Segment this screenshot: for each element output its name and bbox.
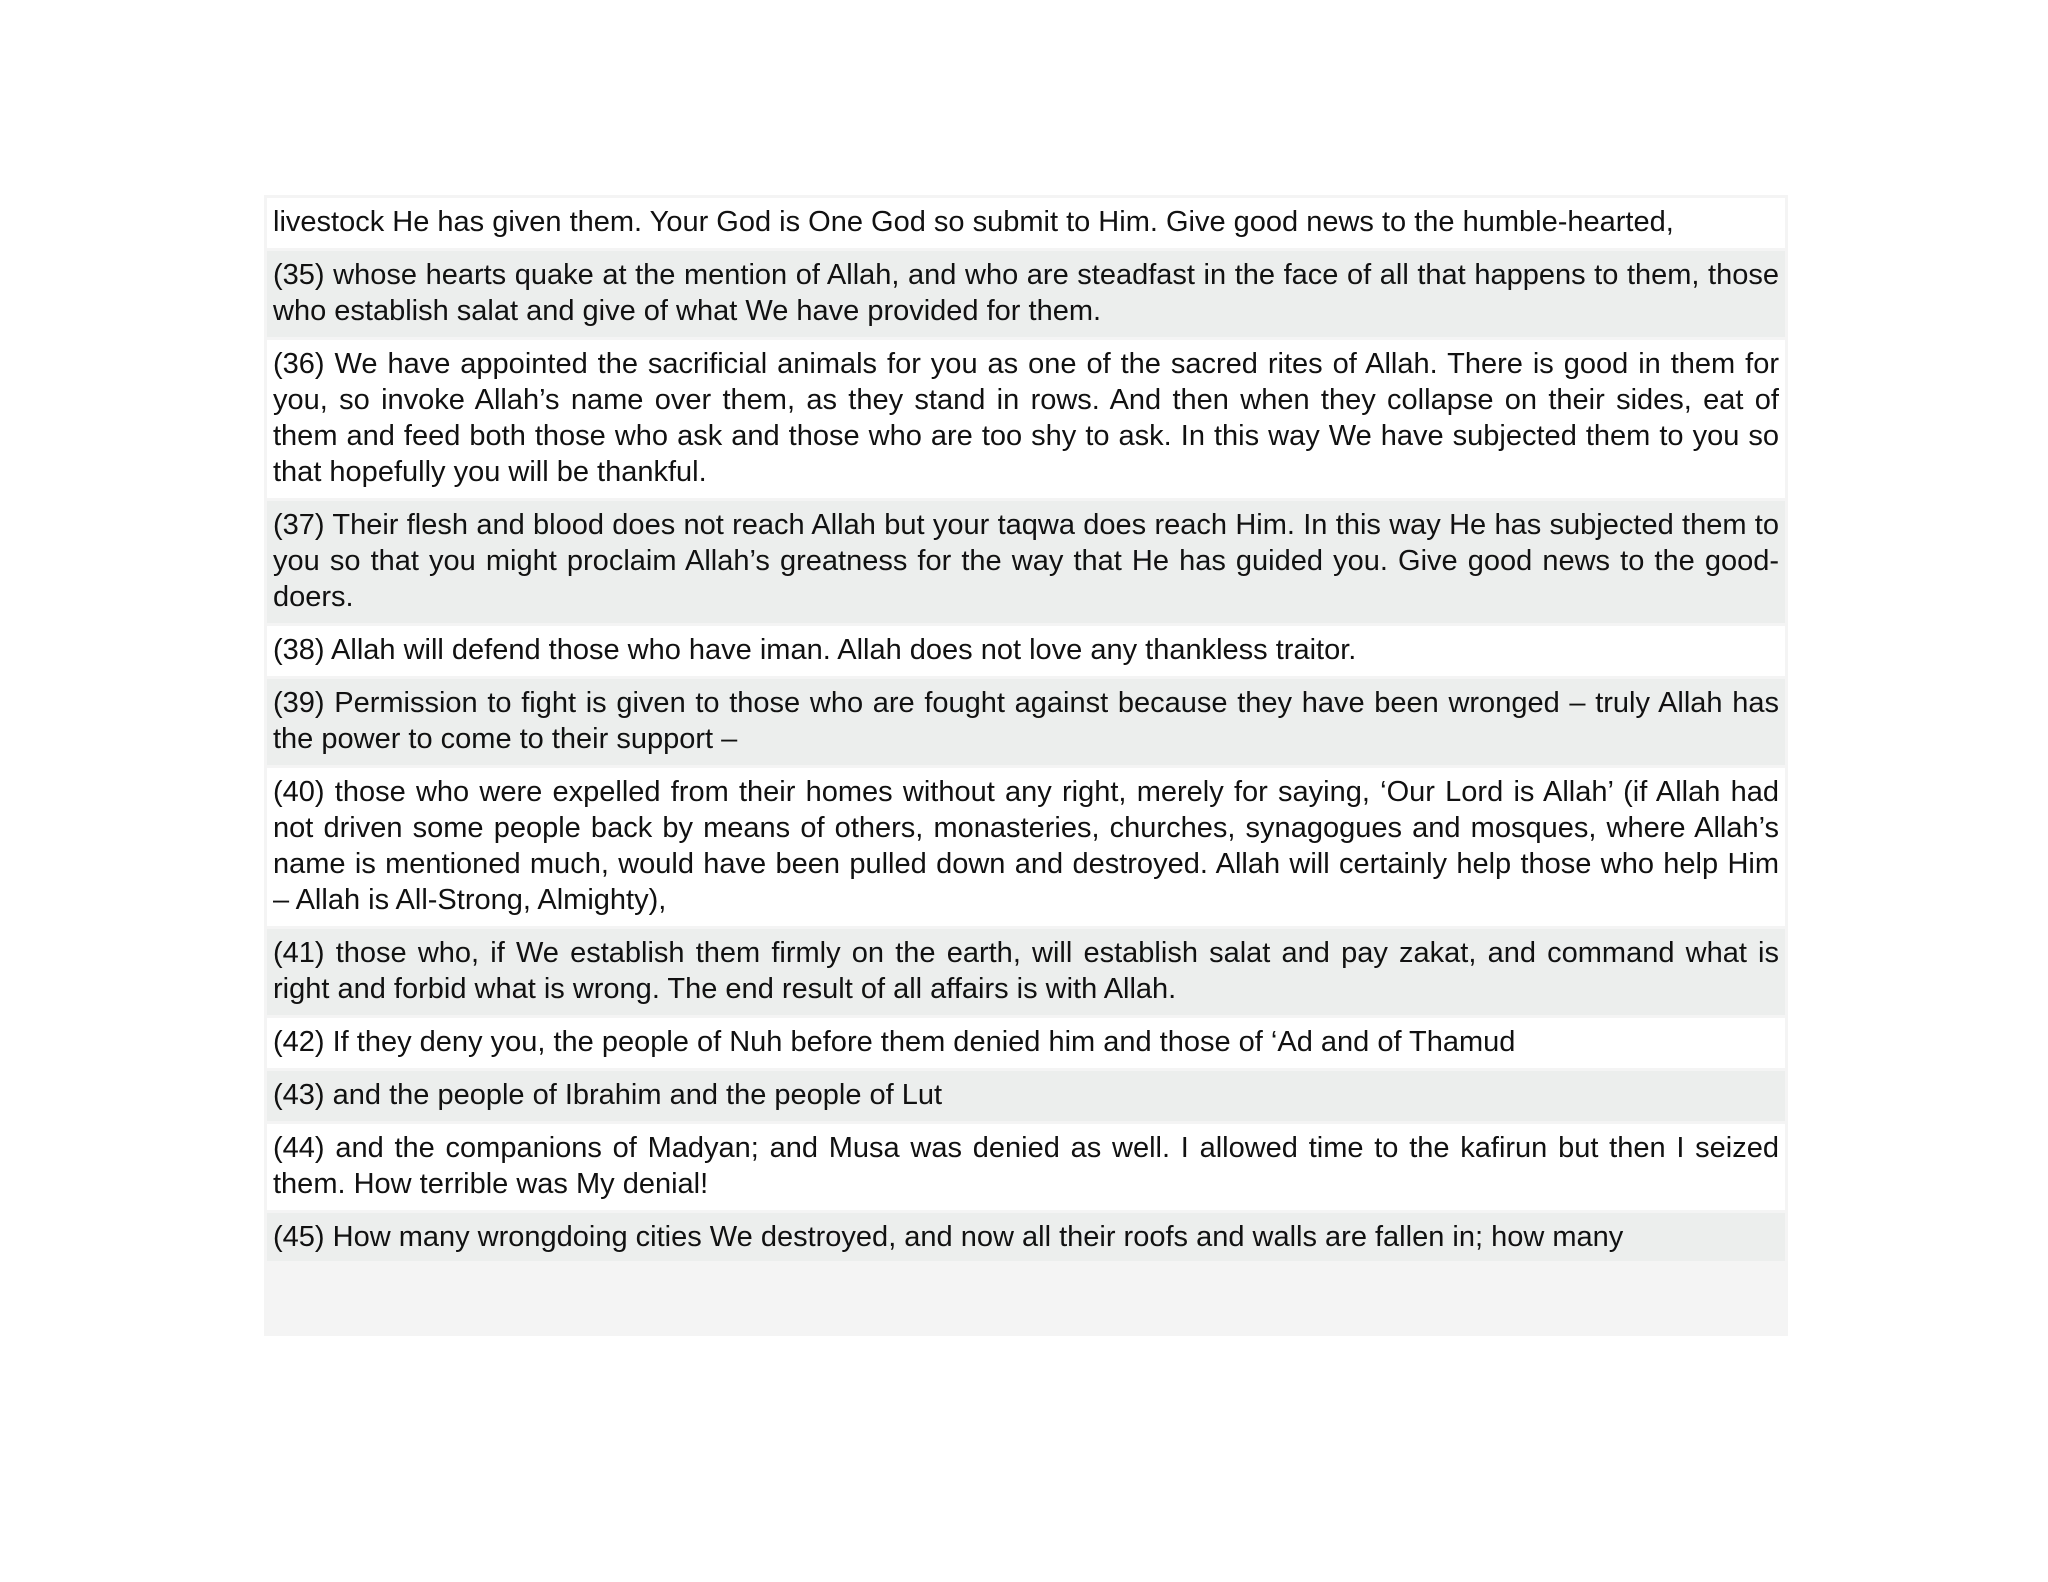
verse-row-34-cont: livestock He has given them. Your God is One God so submit to Him. Give good news to the humble-hearted, xyxy=(267,198,1785,248)
verse-row-43: (43) and the people of Ibrahim and the people of Lut xyxy=(267,1071,1785,1121)
verse-table xyxy=(264,195,1788,1336)
verse-row-41: (41) those who, if We establish them firmly on the earth, will establish salat and pay zakat, and command what is right and forbid what is wrong. The end result of all affairs is with Allah. xyxy=(267,929,1785,1015)
verse-row-36: (36) We have appointed the sacrificial animals for you as one of the sacred rites of Allah. There is good in them for you, so invoke Allah’s name over them, as they stand in rows. And then when they collapse on their sides, eat of them and feed both those who ask and those who are too shy to ask. In this way We have subjected them to you so that hopefully you will be thankful. xyxy=(267,340,1785,498)
verse-row-45: (45) How many wrongdoing cities We destroyed, and now all their roofs and walls are fallen in; how many xyxy=(267,1213,1785,1261)
verse-row-42: (42) If they deny you, the people of Nuh before them denied him and those of ‘Ad and of Thamud xyxy=(267,1018,1785,1068)
verse-row-44: (44) and the companions of Madyan; and Musa was denied as well. I allowed time to the kafirun but then I seized them. How terrible was My denial! xyxy=(267,1124,1785,1210)
verse-row-39: (39) Permission to fight is given to those who are fought against because they have been wronged – truly Allah has the power to come to their support – xyxy=(267,679,1785,765)
verse-row-38: (38) Allah will defend those who have iman. Allah does not love any thankless traitor. xyxy=(267,626,1785,676)
verse-row-37: (37) Their flesh and blood does not reach Allah but your taqwa does reach Him. In this way He has subjected them to you so that you might proclaim Allah’s greatness for the way that He has guided you. Give good news to the good-doers. xyxy=(267,501,1785,623)
verse-row-40: (40) those who were expelled from their homes without any right, merely for saying, ‘Our Lord is Allah’ (if Allah had not driven some people back by means of others, monasteries, churches, synagogues and mosques, where Allah’s name is mentioned much, would have been pulled down and destroyed. Allah will certainly help those who help Him – Allah is All-Strong, Almighty), xyxy=(267,768,1785,926)
verse-row-35: (35) whose hearts quake at the mention of Allah, and who are steadfast in the face of all that happens to them, those who establish salat and give of what We have provided for them. xyxy=(267,251,1785,337)
